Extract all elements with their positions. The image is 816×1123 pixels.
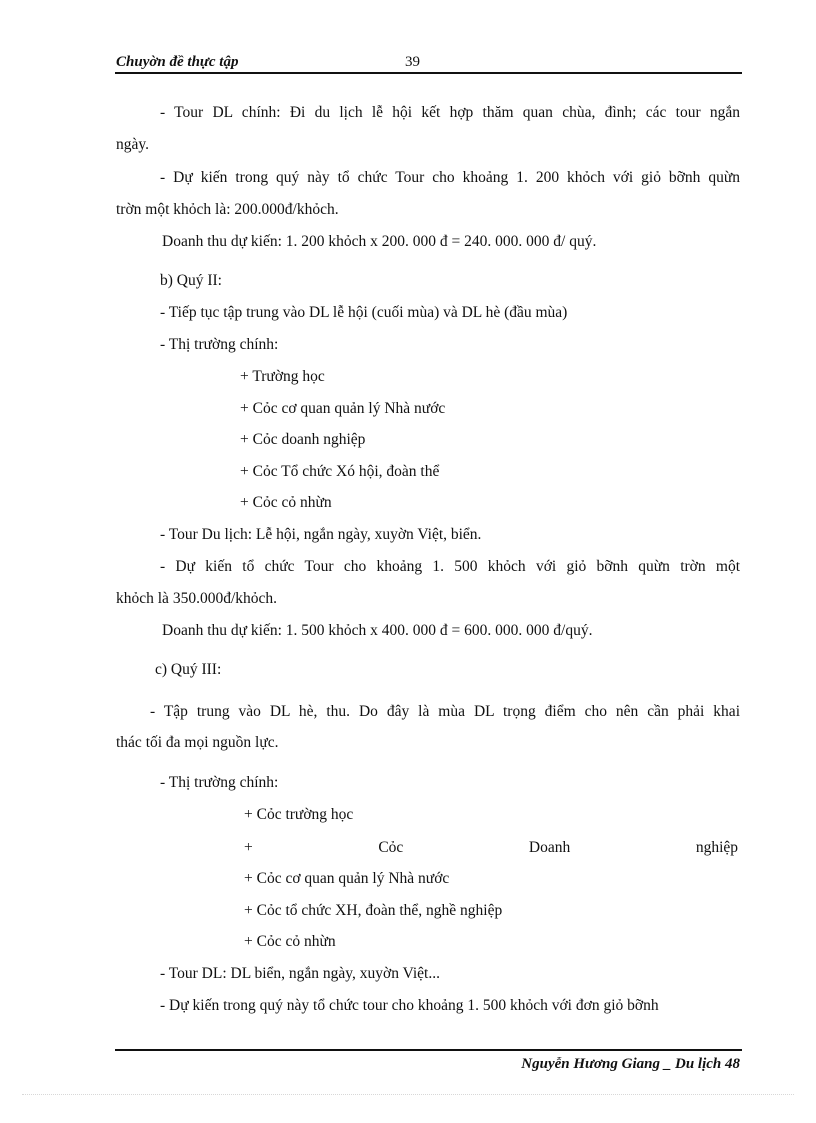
dotted-border — [22, 1094, 794, 1095]
list-item: + Cỏc trường học — [244, 806, 354, 823]
list-item: + Cỏc cỏ nhừn — [244, 933, 336, 950]
revenue-line: Doanh thu dự kiến: 1. 200 khỏch x 200. 000 đ = 240. 000. 000 đ/ quý. — [162, 233, 597, 250]
paragraph-line: ngày. — [116, 136, 149, 153]
paragraph-line: - Thị trường chính: — [160, 336, 279, 353]
footer-rule — [115, 1049, 742, 1051]
list-item: + Cỏc cỏ nhừn — [240, 494, 332, 511]
paragraph-line: - Tiếp tục tập trung vào DL lễ hội (cuối mùa) và DL hè (đầu mùa) — [160, 304, 568, 321]
paragraph-line: - Thị trường chính: — [160, 774, 279, 791]
paragraph-line: - Dự kiến trong quý này tổ chức Tour cho khoảng 1. 200 khỏch với giỏ bỡnh quừn — [160, 169, 740, 186]
list-item: + Cỏc Doanh nghiệp — [244, 839, 738, 856]
section-heading: b) Quý II: — [160, 272, 222, 289]
list-item: + Cỏc doanh nghiệp — [240, 431, 366, 448]
list-item: + Cỏc Tổ chức Xó hội, đoàn thể — [240, 463, 440, 480]
paragraph-line: - Tour DL chính: Đi du lịch lễ hội kết hợp thăm quan chùa, đình; các tour ngắn — [160, 104, 740, 121]
paragraph-line: - Tour DL: DL biển, ngắn ngày, xuyờn Việt... — [160, 965, 440, 982]
paragraph-line: - Dự kiến tổ chức Tour cho khoảng 1. 500 khỏch với giỏ bỡnh quừn trờn một — [160, 558, 740, 575]
list-item: + Trường học — [240, 368, 325, 385]
list-item: + Cỏc cơ quan quản lý Nhà nước — [244, 870, 450, 887]
paragraph-line: trờn một khỏch là: 200.000đ/khỏch. — [116, 201, 339, 218]
page-number: 39 — [405, 54, 420, 70]
revenue-line: Doanh thu dự kiến: 1. 500 khỏch x 400. 000 đ = 600. 000. 000 đ/quý. — [162, 622, 593, 639]
paragraph-line: - Tour Du lịch: Lễ hội, ngắn ngày, xuyờn Việt, biển. — [160, 526, 482, 543]
page-header-title: Chuyờn đề thực tập — [116, 54, 239, 70]
header-rule — [115, 72, 742, 74]
paragraph-line: - Tập trung vào DL hè, thu. Do đây là mùa DL trọng điểm cho nên cần phải khai — [150, 703, 740, 720]
paragraph-line: - Dự kiến trong quý này tổ chức tour cho khoảng 1. 500 khỏch với đơn giỏ bỡnh — [160, 997, 659, 1014]
list-item: + Cỏc cơ quan quản lý Nhà nước — [240, 400, 446, 417]
page-footer-author: Nguyễn Hương Giang _ Du lịch 48 — [521, 1056, 740, 1072]
paragraph-line: khỏch là 350.000đ/khỏch. — [116, 590, 278, 607]
list-item: + Cỏc tổ chức XH, đoàn thể, nghề nghiệp — [244, 902, 503, 919]
paragraph-line: thác tối đa mọi nguồn lực. — [116, 734, 279, 751]
section-heading: c) Quý III: — [155, 661, 222, 678]
